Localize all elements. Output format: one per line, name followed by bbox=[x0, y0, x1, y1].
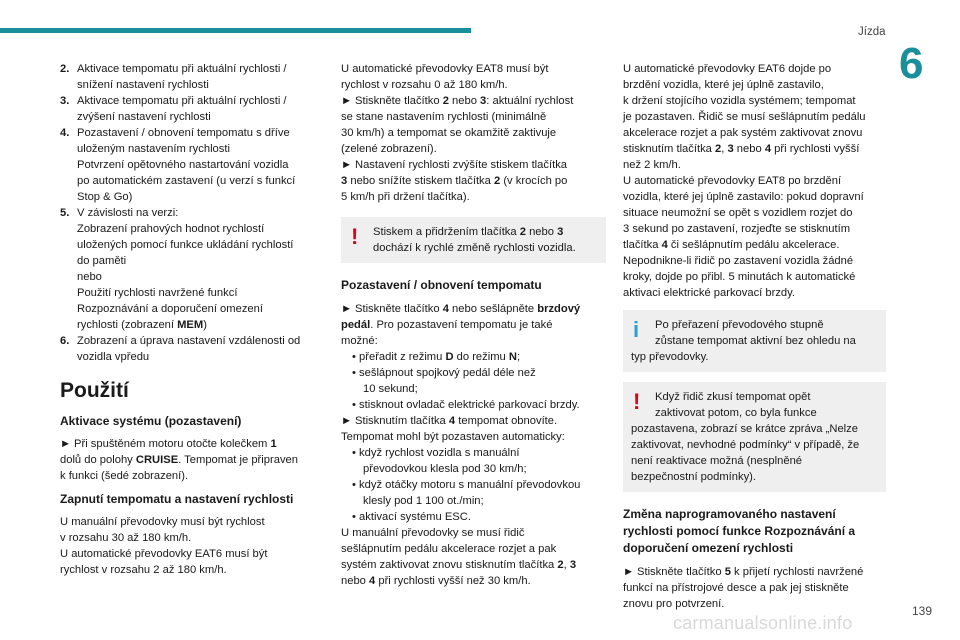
list-text: Rozpoznávání a doporučení omezení bbox=[77, 303, 263, 315]
heading-change-speed: Změna naprogramovaného nastavení rychlosti pomocí funkce Rozpoznávání a doporučení omezení rychlosti bbox=[623, 507, 856, 555]
list-text: Pozastavení / obnovení tempomatu s dříve bbox=[77, 127, 290, 139]
chapter-number: 6 bbox=[899, 39, 924, 88]
list-text: Aktivace tempomatu při aktuální rychlosti / bbox=[77, 95, 287, 107]
paragraph-eat6: U automatické převodovky EAT6 dojde po brzdění vozidla, které jej úplně zastavilo, k držení stojícího vozidla systémem; tempomat je pozastaven. Řidič se musí sešlápnutím pedálu akcelerace rozjet a pak systém zaktivovat znovu stisknutím tlačítka 2, 3 nebo 4 při rychlosti vyšší než 2 km/h. U automatické převodovky EAT8 po brzdění vozidla, které jej úplně zastavilo: pokud dopravní situace neumožní se opět s vozidlem rozjet do 3 sekund po zastavení, rozjeďte se stisknutím tlačítka 4 či sešlápnutím pedálu akcelerace. Nepodnikne-li řidič po zastavení vozidla žádné kroky, dojde po přibl. 5 minutách k automatické aktivaci elektrické parkovací brzdy. bbox=[623, 63, 866, 299]
list-number: 6. bbox=[60, 335, 70, 347]
list-text: V závislosti na verzi: bbox=[77, 207, 179, 219]
list-text: rychlosti (zobrazení MEM) bbox=[77, 319, 207, 331]
paragraph-change-speed: ► Stiskněte tlačítko 5 k přijetí rychlosti navržené funkcí na přístrojové desce a pak jej stiskněte znovu pro potvrzení. bbox=[623, 566, 864, 610]
list-text: zvýšení nastavení rychlosti bbox=[77, 111, 211, 123]
column-right bbox=[623, 61, 886, 612]
list-text: uloženým nastavením rychlosti bbox=[77, 143, 230, 155]
arrow-icon: ► bbox=[341, 303, 353, 315]
warning-exclamation-icon: ! bbox=[351, 224, 359, 249]
list-text: snížení nastavení rychlosti bbox=[77, 79, 209, 91]
bullet-item: • když otáčky motoru s manuální převodovkou bbox=[352, 479, 581, 491]
list-text: Použití rychlosti navržené funkcí bbox=[77, 287, 238, 299]
list-number: 4. bbox=[60, 127, 70, 139]
list-item bbox=[60, 93, 322, 125]
column-left bbox=[60, 61, 322, 578]
paragraph-activation: ► Při spuštěném motoru otočte kolečkem 1 dolů do polohy CRUISE. Tempomat je připraven k funkci (šedé zobrazení). bbox=[60, 438, 298, 482]
paragraph-eat8: U automatické převodovky EAT8 musí být rychlost v rozsahu 0 až 180 km/h. ► Stiskněte tlačítko 2 nebo 3: aktuální rychlost se stane nastavením rychlosti (minimálně 30 km/h) a tempomat se okamžitě zaktivuje (zelené zobrazení). ► Nastavení rychlosti zvýšíte stiskem tlačítka 3 nebo snížíte stiskem tlačítka 2 (v krocích po 5 km/h při držení tlačítka). bbox=[341, 63, 574, 203]
arrow-icon: ► bbox=[341, 95, 353, 107]
warning-note: ! Stiskem a přidržením tlačítka 2 nebo 3 dochází k rychlé změně rychlosti vozidla. bbox=[341, 217, 606, 263]
list-text: do paměti bbox=[77, 255, 127, 267]
bullet-item: • stisknout ovladač elektrické parkovací brzdy. bbox=[352, 399, 580, 411]
arrow-icon: ► bbox=[623, 566, 635, 578]
watermark: carmanualsonline.info bbox=[673, 613, 853, 633]
list-number: 2. bbox=[60, 63, 70, 75]
heading-activation: Aktivace systému (pozastavení) bbox=[60, 414, 242, 428]
list-item bbox=[60, 205, 322, 333]
heading-enable: Zapnutí tempomatu a nastavení rychlosti bbox=[60, 492, 294, 506]
bullet-item: • sešlápnout spojkový pedál déle než bbox=[352, 367, 536, 379]
page-number: 139 bbox=[912, 604, 933, 618]
arrow-icon: ► bbox=[341, 415, 353, 427]
arrow-icon: ► bbox=[60, 438, 72, 450]
bullet-item: • přeřadit z režimu D do režimu N; bbox=[352, 351, 521, 363]
warning-note: ! Když řidič zkusí tempomat opět zaktivovat potom, co byla funkce pozastavena, zobrazí se krátce zpráva „Nelze zaktivovat, nevhodné podmínky“ v případě, že není reaktivace možná (nesplněné bezpečnostní podmínky). bbox=[623, 382, 886, 492]
list-text: Zobrazení a úprava nastavení vzdálenosti od bbox=[77, 335, 301, 347]
list-text: uložených pomocí funkce ukládání rychlostí bbox=[77, 239, 294, 251]
heading-pause: Pozastavení / obnovení tempomatu bbox=[341, 278, 542, 292]
list-item bbox=[60, 333, 322, 365]
list-item bbox=[60, 61, 322, 93]
list-text: vozidla vpředu bbox=[77, 351, 150, 363]
list-text: po automatickém zastavení (u verzí s funkcí bbox=[77, 175, 296, 187]
paragraph-pause: ► Stiskněte tlačítko 4 nebo sešlápněte brzdový pedál. Pro pozastavení tempomatu je také možné: • přeřadit z režimu D do režimu N; • sešlápnout spojkový pedál déle než 10 sekund; • stisknout ovladač elektrické parkovací brzdy. ► Stisknutím tlačítka 4 tempomat obnovíte. Tempomat mohl být pozastaven automaticky: • když rychlost vozidla s manuální převodovkou klesla pod 30 km/h; • když otáčky motoru s manuální převodovkou klesly pod 1 100 ot./min; • aktivací systému ESC. U manuální převodovky se musí řidič sešlápnutím pedálu akcelerace rozjet a pak systém zaktivovat znovu stisknutím tlačítka 2, 3 nebo 4 při rychlosti vyšší než 30 km/h. bbox=[341, 301, 606, 589]
arrow-icon: ► bbox=[341, 159, 353, 171]
list-number: 3. bbox=[60, 95, 70, 107]
bullet-item: • když rychlost vozidla s manuální bbox=[352, 447, 520, 459]
list-item bbox=[60, 125, 322, 205]
info-note: i Po přeřazení převodového stupně zůstane tempomat aktivní bez ohledu na typ převodovky. bbox=[623, 310, 886, 372]
paragraph-enable: U manuální převodovky musí být rychlost v rozsahu 30 až 180 km/h. U automatické převodovky EAT6 musí být rychlost v rozsahu 2 až 180 km/h. bbox=[60, 516, 268, 576]
section-title: Jízda bbox=[858, 26, 886, 38]
list-text: Zobrazení prahových hodnot rychlostí bbox=[77, 223, 265, 235]
list-text: Potvrzení opětovného nastartování vozidla bbox=[77, 159, 289, 171]
list-text: Aktivace tempomatu při aktuální rychlosti / bbox=[77, 63, 287, 75]
info-icon: i bbox=[633, 317, 640, 342]
warning-exclamation-icon: ! bbox=[633, 389, 641, 414]
list-text: Stop & Go) bbox=[77, 191, 133, 203]
list-number: 5. bbox=[60, 207, 70, 219]
heading-use: Použití bbox=[60, 379, 129, 402]
header-accent-bar bbox=[0, 28, 471, 33]
bullet-item: • aktivací systému ESC. bbox=[352, 511, 471, 523]
column-middle bbox=[341, 61, 606, 589]
list-text: nebo bbox=[77, 271, 102, 283]
